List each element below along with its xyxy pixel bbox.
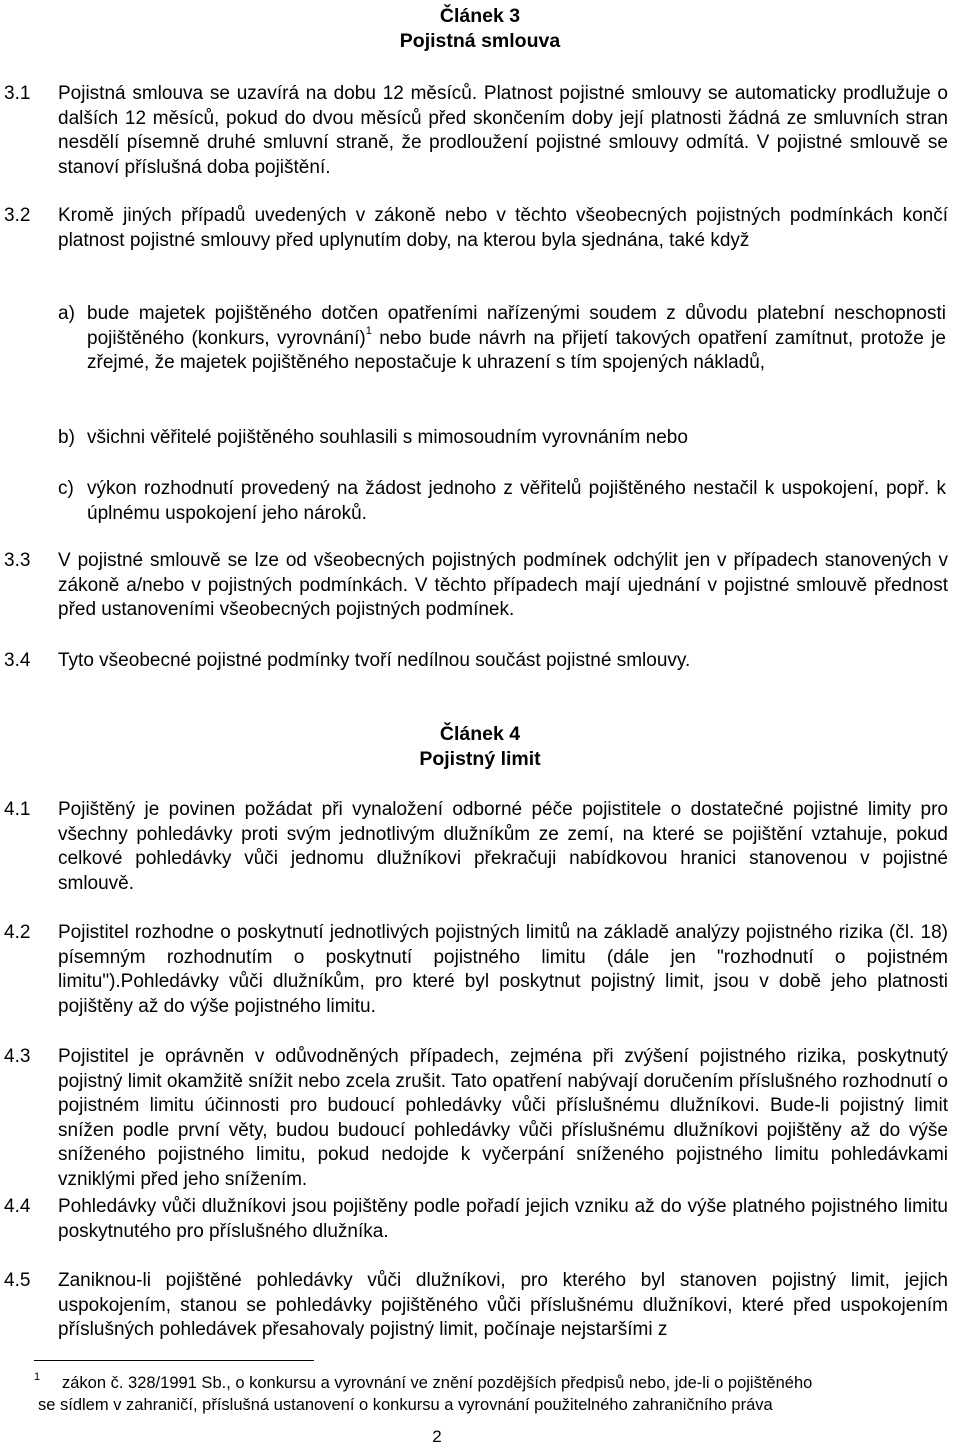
list-text-part: bude majetek pojištěného dotčen opatřeními nařízenými soudem z důvodu platební neschopnosti pojištěného (konkurs, vyrovnání)	[87, 303, 946, 349]
list-text: všichni věřitelé pojištěného souhlasili s mimosoudním vyrovnáním nebo	[87, 427, 688, 448]
article-3-subtitle: Pojistná smlouva	[399, 30, 561, 52]
footnote-mark: 1	[34, 1371, 41, 1383]
section-4-3	[4, 1045, 948, 1192]
article-4-title: Článek 4	[439, 723, 521, 745]
section-text: Tyto všeobecné pojistné podmínky tvoří nedílnou součást pojistné smlouvy.	[58, 650, 691, 671]
section-text: Pohledávky vůči dlužníkovi jsou pojištěny podle pořadí jejich vzniku až do výše platného pojistného limitu poskytnutého pro příslušného dlužníka.	[58, 1196, 948, 1242]
section-3-4	[4, 649, 948, 674]
article-4-heading	[0, 722, 960, 772]
section-3-3	[4, 549, 948, 623]
list-item-a	[58, 302, 946, 376]
section-number: 3.3	[4, 550, 31, 571]
list-item-b	[58, 426, 946, 451]
page-number: 2	[432, 1427, 442, 1446]
article-3-heading	[0, 4, 960, 54]
section-text: Pojistná smlouva se uzavírá na dobu 12 měsíců. Platnost pojistné smlouvy se automaticky prodlužuje o dalších 12 měsíců, pokud do dvou měsíců před skončením doby její platnosti žádná ze smluvních stran nesdělí písemně druhé smluvní straně, že prodloužení pojistné smlouvy odmítá. V pojistné smlouvě se stanoví příslušná doba pojištění.	[58, 83, 948, 178]
list-item-c	[58, 477, 946, 526]
list-text: výkon rozhodnutí provedený na žádost jednoho z věřitelů pojištěného nestačil k uspokojení, popř. k úplnému uspokojení jeho nároků.	[87, 478, 946, 524]
section-text: Pojistitel rozhodne o poskytnutí jednotlivých pojistných limitů na základě analýzy pojistného rizika (čl. 18) písemným rozhodnutím o poskytnutí pojistného limitu (dále jen "rozhodnutí o pojistném limitu").Pohledávky vůči dlužníkům, pro které byl poskytnut pojistný limit, jsou v době jeho platnosti pojištěny až do výše pojistného limitu.	[58, 922, 948, 1017]
footnote	[4, 1372, 956, 1416]
section-number: 4.1	[4, 799, 31, 820]
list-label: a)	[58, 303, 75, 324]
footnote-reference: 1	[365, 325, 372, 338]
section-text: Pojistitel je oprávněn v odůvodněných případech, zejména při zvýšení pojistného rizika, poskytnutý pojistný limit okamžitě snížit nebo zcela zrušit. Tato opatření nabývají doručením příslušného rozhodnutí o pojistném limitu účinnosti pro budoucí pohledávky vůči příslušnému dlužníkovi. Bude-li pojistný limit snížen podle první věty, budou budoucí pohledávky vůči příslušnému dlužníkovi pojištěny až do výše sníženého pojistného limitu, pokud nedojde k vyčerpání sníženého pojistného limitu pohledávkami vzniklými před jeho snížením.	[58, 1046, 948, 1190]
article-3-title: Článek 3	[439, 5, 521, 27]
list-text	[87, 302, 946, 376]
section-4-1	[4, 798, 948, 896]
list-text-part: nebo bude návrh na přijetí takových opatření zamítnut, protože je zřejmé, že majetek pojištěného nepostačuje k uhrazení s tím spojených nákladů,	[87, 327, 946, 373]
section-text: Kromě jiných případů uvedených v zákoně nebo v těchto všeobecných pojistných podmínkách končí platnost pojistné smlouvy před uplynutím doby, na kterou byla sjednána, také když	[58, 205, 948, 251]
article-4-subtitle: Pojistný limit	[419, 748, 541, 770]
section-number: 3.2	[4, 205, 31, 226]
section-number: 3.4	[4, 650, 31, 671]
footnote-separator	[34, 1360, 314, 1361]
section-number: 4.5	[4, 1270, 31, 1291]
list-label: b)	[58, 427, 75, 448]
section-number: 4.3	[4, 1046, 31, 1067]
footnote-line-1: zákon č. 328/1991 Sb., o konkursu a vyrovnání ve znění pozdějších předpisů nebo, jde-li o pojištěného	[62, 1374, 813, 1392]
list-label: c)	[58, 478, 74, 499]
section-number: 4.2	[4, 922, 31, 943]
section-text: Zaniknou-li pojištěné pohledávky vůči dlužníkovi, pro kterého byl stanoven pojistný limit, jejich uspokojením, stanou se pohledávky pojištěného vůči příslušnému dlužníkovi, které před uspokojením příslušných pohledávek přesahovaly pojistný limit, počínaje nejstaršími z	[58, 1270, 948, 1340]
section-4-2	[4, 921, 948, 1019]
section-4-5	[4, 1269, 948, 1343]
footnote-line-2: se sídlem v zahraničí, příslušná ustanovení o konkursu a vyrovnání použitelného zahraničního práva	[38, 1396, 773, 1414]
section-number: 3.1	[4, 83, 31, 104]
section-4-4	[4, 1195, 948, 1244]
section-text: Pojištěný je povinen požádat při vynaložení odborné péče pojistitele o dostatečné pojistné limity pro všechny pohledávky proti svým jednotlivým dlužníkům ze zemí, na které se pojištění vztahuje, pokud celkové pohledávky vůči jednomu dlužníkovi překračuji nabídkovou hranici stanovenou v pojistné smlouvě.	[58, 799, 948, 894]
section-number: 4.4	[4, 1196, 31, 1217]
section-3-1	[4, 82, 948, 180]
section-3-2	[4, 204, 948, 253]
section-text: V pojistné smlouvě se lze od všeobecných pojistných podmínek odchýlit jen v případech stanovených v zákoně a/nebo v pojistných podmínkách. V těchto případech mají ujednání v pojistné smlouvě přednost před ustanoveními všeobecných pojistných podmínek.	[58, 550, 948, 620]
